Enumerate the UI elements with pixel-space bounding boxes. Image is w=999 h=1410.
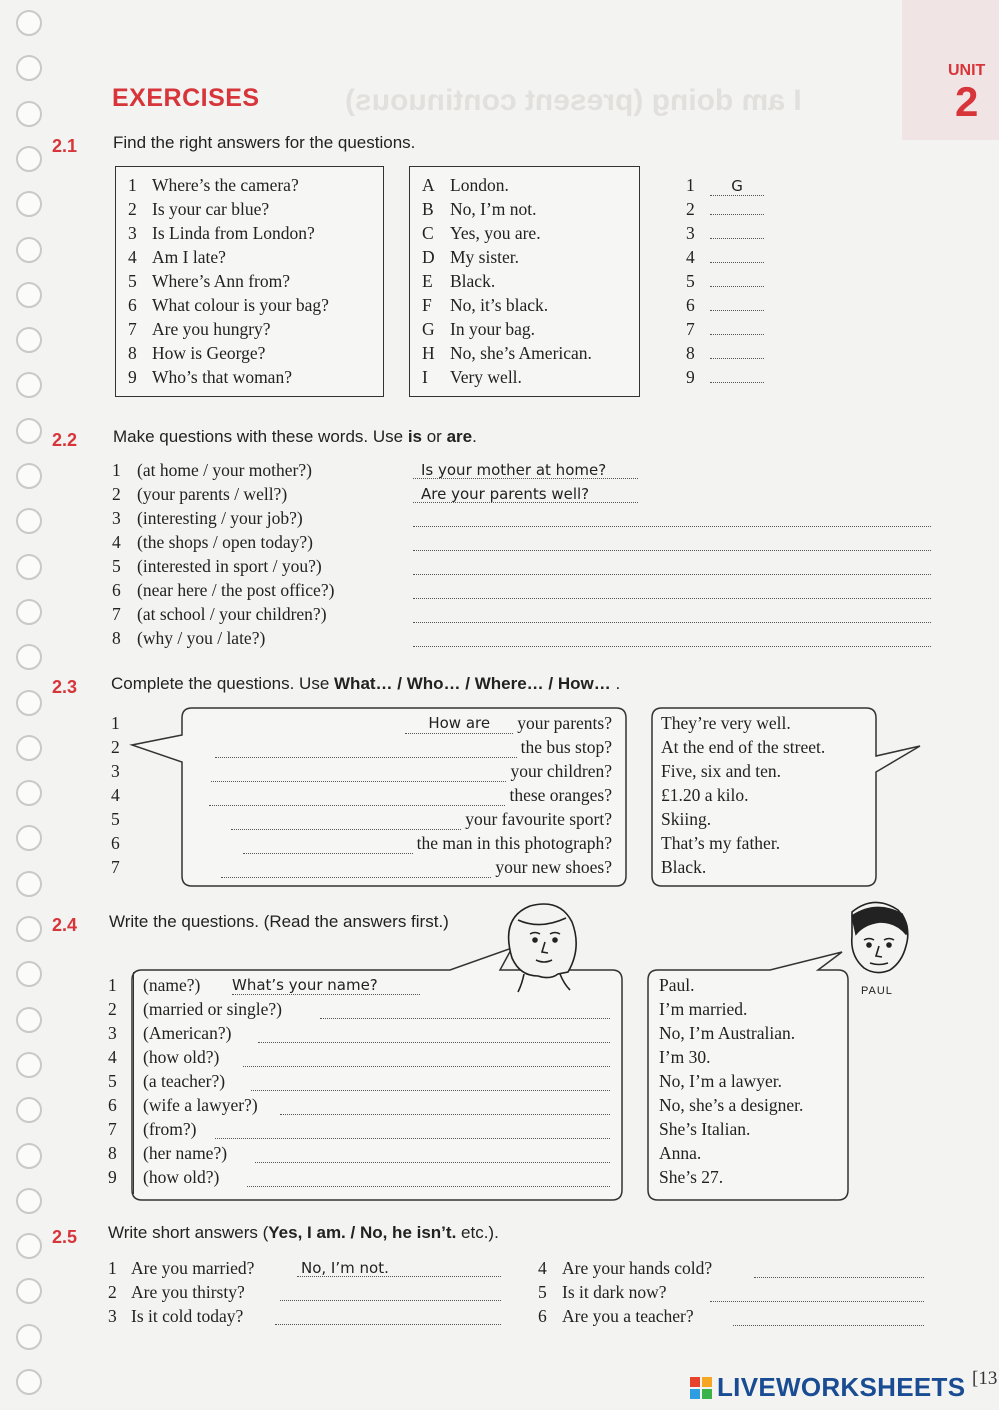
key-answer-field[interactable] [710,198,764,215]
question-text: How is George? [152,343,266,363]
answer-field[interactable] [247,1168,610,1187]
prompt-text: (near here / the post office?) [137,580,335,600]
key-row [686,293,764,317]
answer-field[interactable] [413,509,931,527]
answer-text: No, she’s American. [450,343,592,363]
question-line [405,713,612,734]
exercise-instruction [111,674,620,694]
binding-ring [16,508,42,534]
question-line [211,761,612,782]
answer-item [422,269,592,293]
question-text: Are you married? [131,1258,255,1278]
page-reference: [13 [972,1368,998,1389]
binding-ring [16,1052,42,1078]
answer-field[interactable] [243,835,413,854]
item-number: 4 [108,1047,117,1067]
answer-item [422,317,592,341]
item-number: 6 [111,833,120,853]
answer-item [422,365,592,389]
item-number: 6 [108,1095,117,1115]
item-number: 9 [108,1167,117,1187]
answer-item [422,293,592,317]
binding-ring [16,327,42,353]
answer-field[interactable] [221,859,491,878]
question-line [215,737,612,758]
reply-text: That’s my father. [661,833,781,853]
item-number: 3 [686,223,695,243]
binding-ring [16,237,42,263]
item-number: 4 [538,1258,547,1278]
binding-ring [16,1369,42,1395]
question-line [243,833,612,854]
question-line [231,809,612,830]
question-line [209,785,612,806]
prompt-text: (why / you / late?) [137,628,266,648]
question-text: Where’s Ann from? [152,271,291,291]
item-number: 7 [108,1119,117,1139]
binding-ring [16,418,42,444]
question-text: Are you thirsty? [131,1282,245,1302]
instruction-bold: are [446,427,473,446]
answer-field[interactable] [209,787,505,806]
item-number: 4 [128,247,137,267]
answer-field[interactable] [258,1024,610,1043]
answer-field[interactable] [255,1144,610,1163]
item-number: 2 [111,737,120,757]
item-number: 1 [128,175,137,195]
item-number: 2 [686,199,695,219]
brand-name: LIVEWORKSHEETS [717,1372,966,1402]
question-list [128,173,329,389]
question-text: Is your car blue? [152,199,270,219]
key-answer-field[interactable] [710,366,764,383]
question-text: Who’s that woman? [152,367,292,387]
answer-field[interactable] [710,1283,924,1302]
answer-field[interactable]: How are [405,715,513,734]
exercise-number: 2.5 [52,1227,78,1247]
item-number: 5 [538,1282,547,1302]
question-item [128,197,329,221]
question-text: Is it cold today? [131,1306,244,1326]
binding-ring [16,1007,42,1033]
item-number: 2 [108,999,117,1019]
item-number: 3 [128,223,137,243]
answer-item [422,221,592,245]
exercise-instruction: Find the right answers for the questions. [113,133,416,152]
item-number: 1 [108,1258,117,1278]
key-answer-field[interactable] [710,342,764,359]
key-row [686,197,764,221]
question-ending: the man in this photograph? [416,833,612,853]
answer-field[interactable] [413,533,931,551]
prompt-text: (American?) [143,1023,232,1043]
answer-letter: A [422,175,435,195]
answer-field[interactable] [243,1048,610,1067]
binding-ring [16,372,42,398]
item-number: 7 [128,319,137,339]
question-text: Is Linda from London? [152,223,315,243]
prompt-text: (at home / your mother?) [137,460,312,480]
item-number: 1 [108,975,117,995]
key-row [686,173,764,197]
item-number: 5 [686,271,695,291]
answer-item [422,341,592,365]
item-number: 7 [111,857,120,877]
reply-text: No, I’m Australian. [659,1023,796,1043]
reply-text: Five, six and ten. [661,761,782,781]
answer-text: No, I’m not. [450,199,537,219]
question-item [128,293,329,317]
item-number: 4 [112,532,121,552]
question-text: Is it dark now? [562,1282,667,1302]
reply-text: Paul. [659,975,695,995]
exercise-instruction [113,427,477,447]
reply-text: She’s Italian. [659,1119,751,1139]
item-number: 6 [538,1306,547,1326]
answer-field[interactable]: What’s your name? [232,976,420,995]
item-number: 2 [128,199,137,219]
answer-field[interactable] [211,763,506,782]
question-item [128,269,329,293]
item-number: 9 [686,367,695,387]
binding-ring [16,690,42,716]
binding-ring [16,10,42,36]
prompt-text: (the shops / open today?) [137,532,313,552]
binding-ring [16,146,42,172]
binding-ring [16,101,42,127]
prompt-text: (a teacher?) [143,1071,226,1091]
item-number: 8 [112,628,121,648]
answer-item [422,245,592,269]
item-number: 5 [112,556,121,576]
item-number: 3 [111,761,120,781]
answer-list [422,173,592,389]
man-label: PAUL [861,985,893,997]
answer-item [422,197,592,221]
answer-item [422,173,592,197]
binding-ring [16,871,42,897]
binding-ring [16,916,42,942]
instruction-text: Make questions with these words. Use [113,427,408,446]
reply-text: No, I’m a lawyer. [659,1071,782,1091]
exercise-instruction: Write the questions. (Read the answers first.) [109,912,449,931]
question-item [128,317,329,341]
answer-letter: D [422,247,435,267]
exercise-number: 2.3 [52,677,78,697]
answer-text: No, it’s black. [450,295,549,315]
binding-ring [16,599,42,625]
answer-field[interactable] [275,1307,501,1325]
answer-field[interactable] [320,1000,610,1019]
item-number: 7 [686,319,695,339]
faded-title: I am doing (present continuous) [345,84,802,117]
man-face-icon [852,902,908,972]
prompt-text: (name?) [143,975,201,995]
answer-text: Yes, you are. [450,223,541,243]
question-text: Are you hungry? [152,319,271,339]
prompt-text: (how old?) [143,1167,220,1187]
question-text: What colour is your bag? [152,295,329,315]
item-number: 5 [108,1071,117,1091]
brand-icon [690,1377,712,1399]
item-number: 3 [108,1023,117,1043]
question-ending: your favourite sport? [465,809,612,829]
answer-field[interactable]: Is your mother at home? [413,461,638,479]
question-ending: the bus stop? [520,737,612,757]
item-number: 8 [128,343,137,363]
item-number: 3 [112,508,121,528]
key-row [686,317,764,341]
binding-ring [16,644,42,670]
question-ending: your parents? [517,713,612,733]
question-ending: your children? [510,761,612,781]
key-list [686,173,764,389]
item-number: 5 [128,271,137,291]
instruction-text: . [610,674,621,693]
exercise-number: 2.1 [52,136,78,156]
answer-text: London. [450,175,509,195]
answer-field[interactable] [754,1259,924,1278]
answer-field[interactable] [215,1120,610,1139]
instruction-bold: Yes, I am. / No, he isn’t. [268,1223,457,1242]
item-number: 7 [112,604,121,624]
binding-ring [16,463,42,489]
answer-field[interactable] [280,1096,610,1115]
answer-text: Very well. [450,367,522,387]
question-text: Are your hands cold? [562,1258,713,1278]
question-ending: your new shoes? [495,857,612,877]
question-text: Am I late? [152,247,226,267]
instruction-text: . [472,427,477,446]
question-item [128,221,329,245]
instruction-bold: What… / Who… / Where… / How… [334,674,611,693]
bubble-divider [133,972,134,1194]
key-answer-field[interactable] [710,222,764,239]
binding-ring [16,735,42,761]
question-text: Are you a teacher? [562,1306,694,1326]
binding-ring [16,780,42,806]
reply-text: No, she’s a designer. [659,1095,804,1115]
answer-field[interactable] [413,557,931,575]
instruction-text: or [422,427,447,446]
key-answer-field[interactable]: G [710,179,764,196]
prompt-text: (at school / your children?) [137,604,327,624]
answer-letter: I [422,367,428,387]
item-number: 2 [112,484,121,504]
item-number: 9 [128,367,137,387]
reply-text: Anna. [659,1143,702,1163]
question-text: Where’s the camera? [152,175,299,195]
question-ending: these oranges? [509,785,612,805]
item-number: 6 [686,295,695,315]
item-number: 3 [108,1306,117,1326]
answer-text: Black. [450,271,496,291]
reply-text: I’m 30. [659,1047,711,1067]
unit-label: UNIT [948,62,986,79]
binding-ring [16,1278,42,1304]
binding-ring [16,282,42,308]
item-number: 1 [111,713,120,733]
binding-ring [16,825,42,851]
item-number: 4 [111,785,120,805]
reply-text: I’m married. [659,999,748,1019]
binding-ring [16,1233,42,1259]
item-number: 8 [108,1143,117,1163]
reply-text: Skiing. [661,809,712,829]
answer-text: My sister. [450,247,520,267]
key-answer-field[interactable] [710,318,764,335]
answer-field[interactable] [733,1307,924,1326]
binding-ring [16,1324,42,1350]
answer-field[interactable] [251,1072,610,1091]
question-item [128,365,329,389]
binding-ring [16,554,42,580]
answer-field[interactable]: Are your parents well? [413,485,638,503]
item-number: 8 [686,343,695,363]
question-item [128,341,329,365]
exercise-instruction [108,1223,499,1243]
key-row [686,221,764,245]
key-row [686,245,764,269]
unit-number: 2 [955,78,979,125]
answer-letter: E [422,271,433,291]
binding-ring [16,961,42,987]
key-answer-field[interactable] [710,294,764,311]
item-number: 1 [686,175,695,195]
reply-text: At the end of the street. [661,737,826,757]
question-line [221,857,612,878]
instruction-text: Write short answers ( [108,1223,269,1242]
answer-field[interactable] [413,629,931,647]
prompt-text: (her name?) [143,1143,228,1163]
prompt-text: (interesting / your job?) [137,508,303,528]
answer-letter: G [422,319,435,339]
answer-field[interactable] [413,581,931,599]
binding-ring [16,1143,42,1169]
reply-text: She’s 27. [659,1167,724,1187]
key-row [686,365,764,389]
exercise-number: 2.4 [52,915,78,935]
binding-ring [16,1097,42,1123]
exercise-number: 2.2 [52,430,78,450]
key-row [686,269,764,293]
answer-letter: C [422,223,434,243]
binding-ring [16,1188,42,1214]
prompt-text: (how old?) [143,1047,220,1067]
answer-field[interactable] [231,811,461,830]
answer-field[interactable] [280,1283,501,1301]
answer-letter: B [422,199,434,219]
answer-field[interactable] [215,739,517,758]
key-row [686,341,764,365]
answer-field[interactable] [413,605,931,623]
page-title: EXERCISES [112,84,260,112]
prompt-text: (interested in sport / you?) [137,556,322,576]
item-number: 6 [128,295,137,315]
answer-letter: F [422,295,432,315]
binding-ring [16,191,42,217]
answer-field[interactable]: No, I’m not. [297,1259,501,1277]
item-number: 6 [112,580,121,600]
brand-logo [690,1372,965,1403]
question-item [128,173,329,197]
item-number: 5 [111,809,120,829]
item-number: 4 [686,247,695,267]
question-item [128,245,329,269]
key-answer-field[interactable] [710,270,764,287]
item-number: 2 [108,1282,117,1302]
prompt-text: (wife a lawyer?) [143,1095,258,1115]
instruction-bold: is [407,427,422,446]
reply-text: Black. [661,857,707,877]
key-answer-field[interactable] [710,246,764,263]
item-number: 1 [112,460,121,480]
reply-text: £1.20 a kilo. [661,785,749,805]
binding-ring [16,55,42,81]
prompt-text: (married or single?) [143,999,282,1019]
answer-text: In your bag. [450,319,536,339]
instruction-text: Complete the questions. Use [111,674,335,693]
prompt-text: (your parents / well?) [137,484,288,504]
answer-letter: H [422,343,435,363]
reply-text: They’re very well. [661,713,791,733]
prompt-text: (from?) [143,1119,197,1139]
instruction-text: etc.). [456,1223,499,1242]
